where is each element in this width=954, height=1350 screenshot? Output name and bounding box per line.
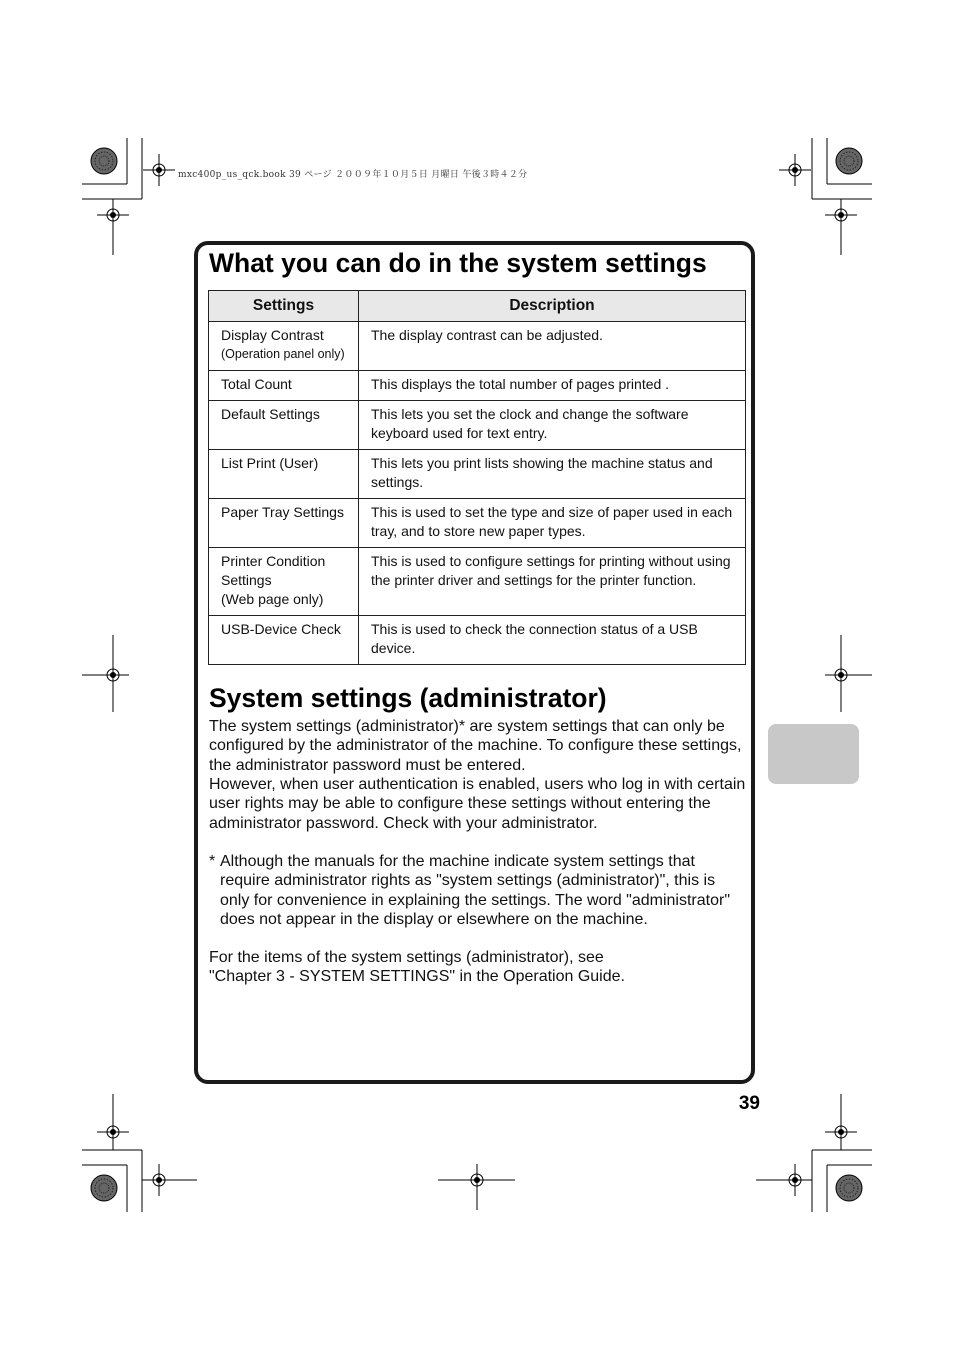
- section-title-administrator: System settings (administrator): [209, 683, 607, 713]
- table-header-row: [209, 291, 746, 322]
- setting-cell: USB-Device Check: [209, 616, 359, 665]
- setting-cell: Default Settings: [209, 401, 359, 450]
- footnote-text: Although the manuals for the machine indicate system settings that require administrator rights as "system settings (administrator)", this is only for convenience in explaining the settings. The word "administrator" does not appear in the display or elsewhere on the machine.: [220, 853, 731, 928]
- setting-cell: [209, 548, 359, 616]
- table-row: [209, 371, 746, 401]
- table-row: [209, 616, 746, 665]
- description-cell: This lets you print lists showing the machine status and settings.: [359, 450, 746, 499]
- footnote-marker: *: [209, 853, 216, 870]
- table-row: [209, 548, 746, 616]
- description-cell: This is used to set the type and size of paper used in each tray, and to store new paper types.: [359, 499, 746, 548]
- settings-table: [208, 290, 746, 665]
- column-header-settings: Settings: [209, 291, 359, 322]
- description-cell: This lets you set the clock and change the software keyboard used for text entry.: [359, 401, 746, 450]
- paragraph-reference: [209, 948, 749, 987]
- setting-note: (Operation panel only): [221, 347, 345, 361]
- page-number: 39: [738, 1093, 760, 1114]
- description-cell: This displays the total number of pages printed .: [359, 371, 746, 401]
- setting-note: (Web page only): [221, 591, 324, 607]
- setting-name: Display Contrast: [221, 327, 324, 343]
- setting-cell: Paper Tray Settings: [209, 499, 359, 548]
- table-row: [209, 450, 746, 499]
- column-header-description: Description: [359, 291, 746, 322]
- paragraph-administrator-intro: The system settings (administrator)* are system settings that can only be configured by the administrator of the machine. To configure these settings, the administrator password must be entered.: [209, 718, 742, 774]
- table-row: [209, 499, 746, 548]
- setting-cell: List Print (User): [209, 450, 359, 499]
- description-cell: The display contrast can be adjusted.: [359, 322, 746, 371]
- setting-name: Printer Condition Settings: [221, 553, 326, 588]
- reference-line-2: "Chapter 3 - SYSTEM SETTINGS" in the Operation Guide.: [209, 968, 625, 986]
- footnote: [209, 852, 744, 929]
- book-header-line: mxc400p_us_qck.book 39 ページ ２００９年１０月５日 月曜日 午後３時４２分: [178, 170, 528, 180]
- table-row: [209, 322, 746, 371]
- description-cell: This is used to check the connection status of a USB device.: [359, 616, 746, 665]
- setting-cell: Total Count: [209, 371, 359, 401]
- section-title-system-settings: What you can do in the system settings: [209, 248, 707, 278]
- reference-line-1: For the items of the system settings (administrator), see: [209, 949, 604, 966]
- description-cell: This is used to configure settings for printing without using the printer driver and settings for the printer function.: [359, 548, 746, 616]
- chapter-tab: [768, 724, 859, 784]
- table-row: [209, 401, 746, 450]
- setting-cell: [209, 322, 359, 371]
- paragraph-user-authentication: However, when user authentication is enabled, users who log in with certain user rights may be able to configure these settings without entering the administrator password. Check with your administrator.: [209, 776, 746, 832]
